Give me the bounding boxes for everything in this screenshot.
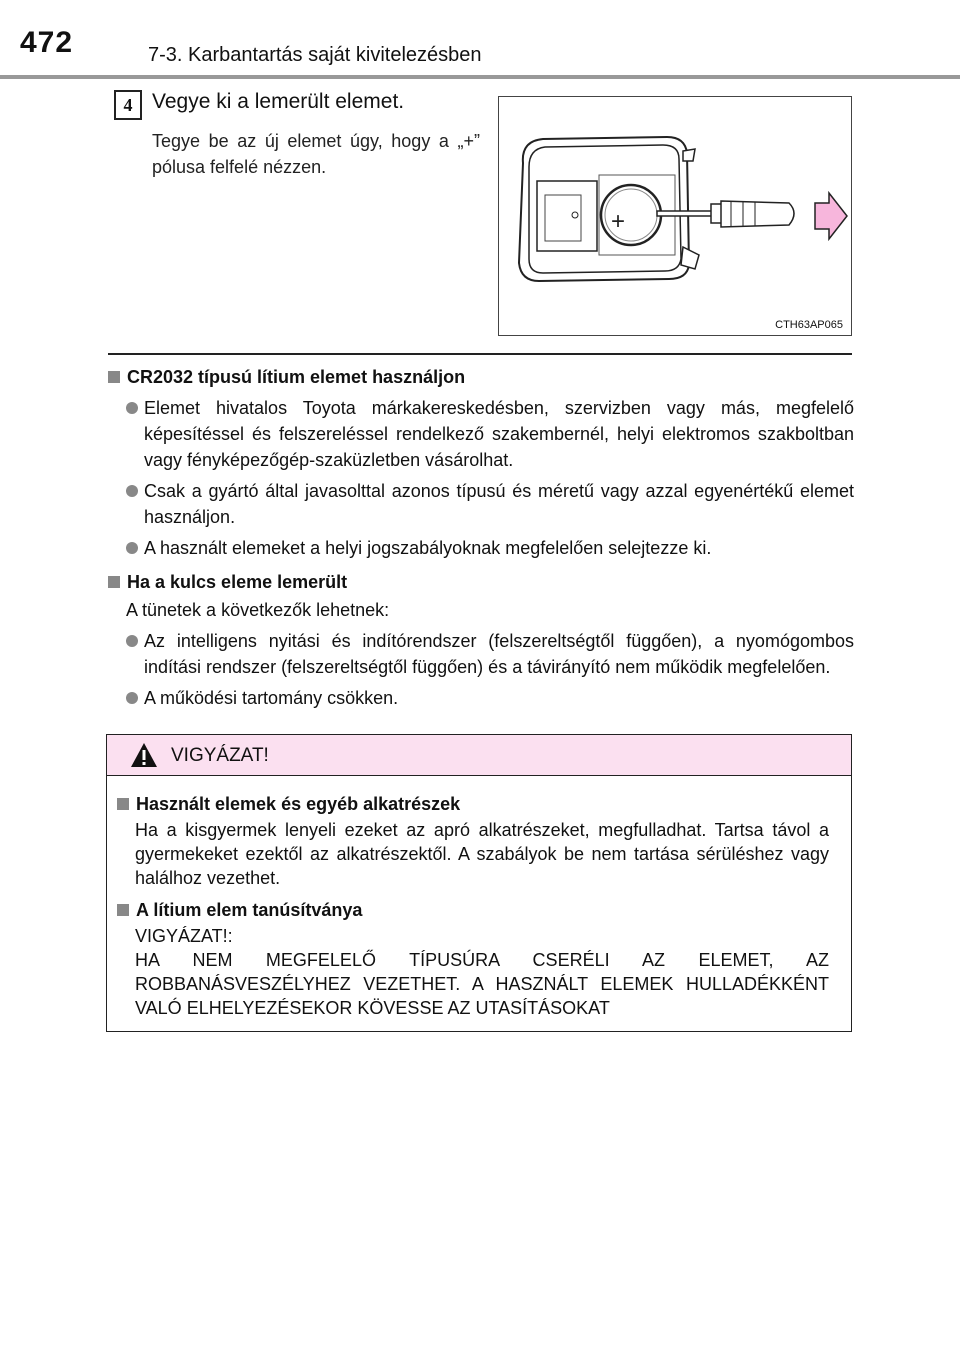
square-bullet-icon [108, 371, 120, 383]
warning-title: VIGYÁZAT! [171, 745, 269, 766]
warning-item-heading-text: Használt elemek és egyéb alkatrészek [136, 794, 461, 814]
battery-plus-sign: + [611, 208, 626, 235]
warning-item-heading [117, 792, 829, 816]
page-number: 472 [20, 26, 74, 59]
key-battery-figure [498, 96, 852, 336]
list-item [126, 685, 854, 711]
section-heading-text: CR2032 típusú lítium elemet használjon [127, 367, 466, 387]
list-item [126, 535, 854, 561]
list-item-text: Az intelligens nyitási és indítórendszer (felszereltségtől függően), a nyomógombos indítási rendszer (felszereltségtől függően) és a távirányító nem működik megfelelően. [144, 631, 854, 677]
circle-bullet-icon [126, 692, 138, 704]
warning-item-text: HA NEM MEGFELELŐ TÍPUSÚRA CSERÉLI AZ ELEMET, AZ ROBBANÁSVESZÉLYHEZ VEZETHET. A HASZNÁLT ELEMEK HULLADÉKKÉNT VALÓ ELHELYEZÉSEKOR KÖVESSE AZ UTASÍTÁSOKAT [135, 950, 829, 1018]
warning-header [107, 735, 851, 776]
square-bullet-icon [108, 576, 120, 588]
chapter-title: 7-3. Karbantartás saját kivitelezésben [148, 44, 482, 66]
figure-code: CTH63AP065 [775, 319, 843, 331]
arrow-right-icon [811, 191, 851, 241]
list-item [126, 478, 854, 530]
warning-item-text: Ha a kisgyermek lenyeli ezeket az apró alkatrészeket, megfulladhat. Tartsa távol a gyermekeket ezektől az alkatrészektől. A szabályok be nem tartása sérüléshez vagy halálhoz vezethet. [135, 820, 829, 888]
step-title: Vegye ki a lemerült elemet. [152, 90, 405, 113]
section-heading-text: Ha a kulcs eleme lemerült [127, 572, 348, 592]
list-item-text: A használt elemeket a helyi jogszabályoknak megfelelően selejtezze ki. [144, 538, 712, 558]
list-item-text: Csak a gyártó által javasolttal azonos típusú és méretű vagy azzal egyenértékű elemet használjon. [144, 481, 854, 527]
list-item [126, 395, 854, 473]
warning-item-label: VIGYÁZAT!: [135, 926, 233, 946]
section-rule [108, 353, 852, 355]
list-item-text: A működési tartomány csökken. [144, 688, 399, 708]
section-heading [108, 364, 854, 390]
warning-item-heading-text: A lítium elem tanúsítványa [136, 900, 363, 920]
warning-body [107, 776, 851, 1020]
square-bullet-icon [117, 798, 129, 810]
section-heading [108, 569, 854, 595]
square-bullet-icon [117, 904, 129, 916]
circle-bullet-icon [126, 542, 138, 554]
list-item-text: Elemet hivatalos Toyota márkakereskedésben, szervizben vagy más, megfelelő képesítéssel és felszereléssel rendelkező szakembernél, helyi elektromos szakboltban vagy fényképezőgép-szaküzletben vásárolhat. [144, 398, 854, 470]
section-intro: A tünetek a következők lehetnek: [126, 600, 390, 620]
circle-bullet-icon [126, 485, 138, 497]
key-fob-illustration [499, 97, 851, 335]
section-battery-depleted [108, 569, 854, 711]
step-number-box: 4 [114, 90, 142, 120]
section-battery-type [108, 364, 854, 561]
warning-box [106, 734, 852, 1032]
circle-bullet-icon [126, 635, 138, 647]
header-rule [0, 75, 960, 79]
list-item [126, 628, 854, 680]
step-description: Tegye be az új elemet úgy, hogy a „+” pólusa felfelé nézzen. [152, 131, 480, 177]
circle-bullet-icon [126, 402, 138, 414]
main-content [108, 362, 854, 711]
warning-item-heading [117, 898, 829, 922]
warning-triangle-icon [129, 741, 159, 769]
